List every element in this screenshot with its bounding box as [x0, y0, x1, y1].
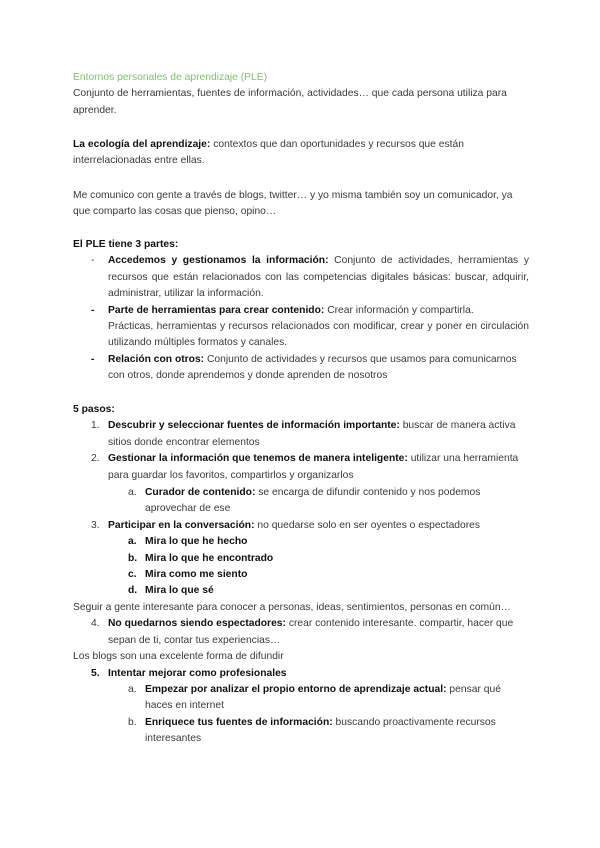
sub-item — [73, 715, 529, 748]
item-text: pensar qué haces en internet — [145, 683, 501, 712]
list-marker: 2. — [91, 453, 100, 465]
list-marker: d. — [128, 585, 138, 597]
item-term: No quedarnos siendo espectadores: — [108, 618, 286, 630]
item-term: Descubrir y seleccionar fuentes de información importante: — [108, 420, 400, 432]
item-extra: Prácticas, herramientas y recursos relacionados con modificar, crear y poner en circulación utilizando múltiples formatos y canales. — [108, 321, 529, 349]
item-text: no quedarse solo en ser oyentes o espectadores — [254, 519, 481, 531]
list-marker: 1. — [91, 420, 100, 432]
item-term: Mira lo que sé — [145, 585, 214, 597]
list-item — [73, 666, 529, 682]
document-title: Entornos personales de aprendizaje (PLE) — [73, 72, 268, 83]
item-text: Crear información y compartirla. — [324, 304, 474, 316]
list-item — [73, 303, 529, 352]
item-text: se encarga de difundir contenido y nos podemos aprovechar de ese — [145, 487, 481, 515]
list-marker: b. — [128, 552, 138, 564]
seguir-paragraph: Seguir a gente interesante para conocer a personas, ideas, sentimientos, personas en común… — [73, 601, 511, 613]
item-term: Mira como me siento — [145, 569, 248, 581]
partes-section — [73, 237, 529, 385]
pasos-section — [73, 402, 529, 748]
list-item — [73, 616, 529, 649]
list-item — [73, 253, 529, 302]
sub-item — [73, 567, 529, 583]
list-marker: 4. — [91, 618, 100, 630]
item-text: crear contenido interesante. compartir, hacer que sepan de ti, contar tus experiencias… — [108, 618, 514, 646]
item-term: Gestionar la información que tenemos de manera inteligente: — [108, 453, 408, 465]
intro-paragraph: Conjunto de herramientas, fuentes de información, actividades… que cada persona utiliza para aprender. — [73, 88, 507, 116]
item-term: Accedemos y gestionamos la información: — [108, 255, 329, 267]
list-item — [73, 418, 529, 451]
list-marker: a. — [128, 683, 137, 695]
list-marker: c. — [128, 569, 137, 581]
list-marker: 3. — [91, 519, 100, 531]
sub-item — [73, 534, 529, 550]
item-term: Empezar por analizar el propio entorno de aprendizaje actual: — [145, 683, 447, 695]
ecologia-term: La ecología del aprendizaje: — [73, 139, 211, 150]
list-marker: b. — [128, 716, 137, 728]
item-text: utilizar una herramienta para guardar los favoritos, compartirlos y organizarlos — [108, 453, 519, 481]
ecologia-paragraph — [73, 137, 529, 170]
item-text: Conjunto de actividades y recursos que usamos para comunicarnos con otros, donde aprendemos y donde aprenden de nosotros — [108, 353, 517, 382]
item-term: Curador de contenido: — [145, 487, 256, 499]
sub-item — [73, 682, 529, 715]
sub-item — [73, 583, 529, 599]
sub-item — [73, 551, 529, 567]
blogs-paragraph: Los blogs son una excelente forma de difundir — [73, 651, 284, 663]
list-item — [73, 518, 529, 534]
list-item — [73, 451, 529, 484]
list-marker: 5. — [91, 667, 100, 679]
item-text: buscar de manera activa sitios donde encontrar elementos — [108, 420, 516, 448]
list-marker: - — [91, 255, 95, 267]
item-term: Participar en la conversación: — [108, 519, 255, 531]
list-marker: - — [91, 304, 95, 316]
item-text: Conjunto de actividades, herramientas y recursos que están relacionados con las competencias digitales básicas: buscar, adquirir, administrar, utilizar la información. — [108, 255, 529, 300]
section-intro — [73, 70, 529, 119]
item-term: Intentar mejorar como profesionales — [108, 667, 287, 679]
item-term: Enriquece tus fuentes de información: — [145, 716, 333, 728]
list-marker: a. — [128, 536, 137, 548]
item-term: Relación con otros: — [108, 353, 205, 365]
item-term: Mira lo que he hecho — [145, 536, 248, 548]
sub-item — [73, 485, 529, 518]
partes-heading: El PLE tiene 3 partes: — [73, 239, 179, 250]
comunico-paragraph: Me comunico con gente a través de blogs, twitter… y yo misma también soy un comunicador, ya que comparto las cosas que pienso, opino… — [73, 190, 513, 218]
item-text: buscando proactivamente recursos interesantes — [145, 716, 496, 745]
pasos-heading: 5 pasos: — [73, 404, 115, 415]
list-item — [73, 352, 529, 385]
list-marker: - — [91, 353, 95, 365]
item-term: Mira lo que he encontrado — [145, 552, 274, 564]
list-marker: a. — [128, 487, 137, 499]
ecologia-text: contextos que dan oportunidades y recursos que están interrelacionadas entre ellas. — [73, 139, 464, 167]
item-term: Parte de herramientas para crear contenido: — [108, 304, 325, 316]
